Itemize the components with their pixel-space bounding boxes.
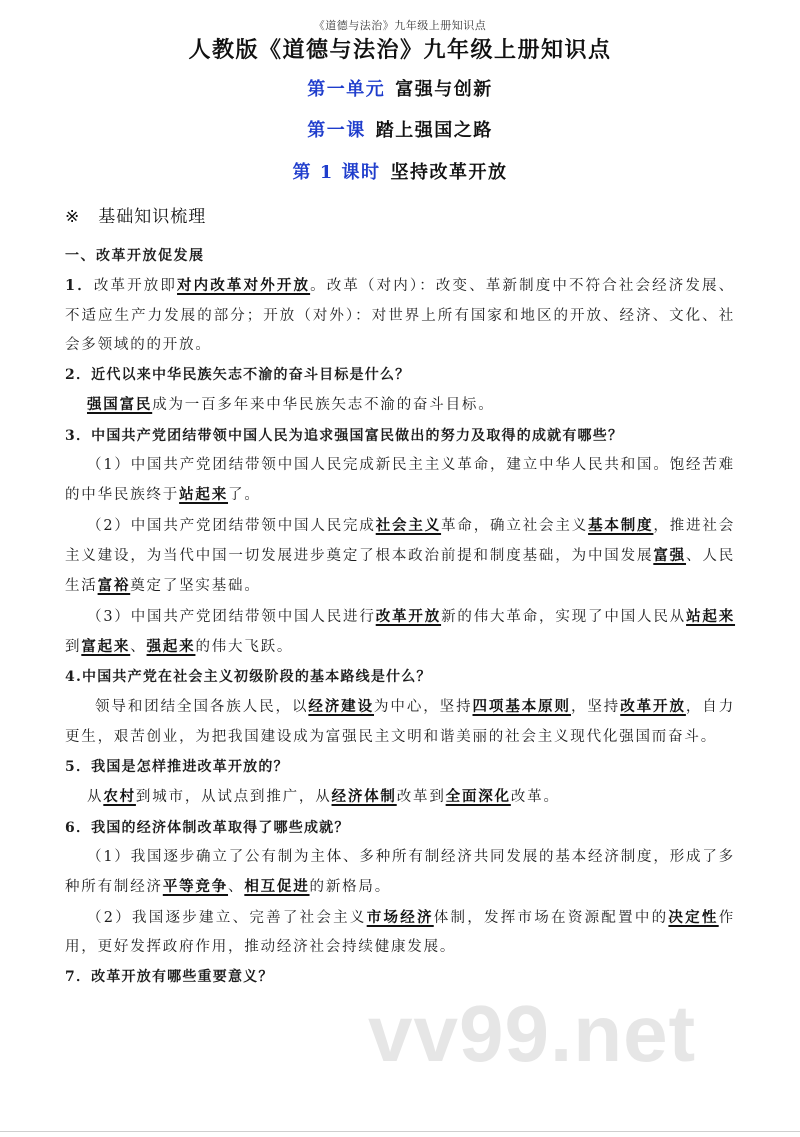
reference-mark-icon: ※: [65, 207, 81, 227]
unit-label: 第一单元: [307, 79, 386, 100]
key-term: 全面深化: [445, 788, 511, 806]
key-term: 站起来: [179, 486, 229, 504]
key-term: 改革开放: [375, 607, 442, 625]
key-term: 站起来: [686, 607, 736, 625]
text-run: 6．我国的经济体制改革取得了哪些成就？: [65, 819, 350, 836]
paragraph: [65, 271, 735, 360]
text-run: 的伟大飞跃。: [195, 638, 294, 655]
item-number: 1．: [65, 277, 94, 295]
section-heading: [65, 202, 206, 227]
text-run: 、: [130, 638, 147, 655]
key-term: 决定性: [668, 908, 719, 926]
text-run: （1）我国逐步确立了公有制为主体、多种所有制经济共同发展的基本经济制度，形成了多种所有制经济: [65, 848, 735, 896]
text-run: 3．中国共产党团结带领中国人民为追求强国富民做出的努力及取得的成就有哪些？: [65, 427, 624, 444]
key-term: 强起来: [146, 637, 196, 655]
lesson-name: 踏上强国之路: [375, 120, 493, 141]
text-run: 作用，更好发挥政府作用，推动经济社会持续健康发展。: [65, 909, 736, 955]
text-run: 新的伟大革命，实现了中国人民从: [441, 608, 687, 625]
key-term: 经济体制: [331, 788, 397, 806]
text-run: 体制，发挥市场在资源配置中的: [433, 909, 669, 926]
text-run: 7．改革开放有哪些重要意义？: [65, 969, 274, 986]
text-run: 领导和团结全国各族人民，以: [95, 699, 309, 716]
text-run: 成为一百多年来中华民族矢志不渝的奋斗目标。: [152, 397, 495, 414]
key-term: 农村: [103, 788, 136, 806]
question-heading: [65, 814, 735, 843]
text-run: ，坚持: [570, 699, 621, 716]
content-body: [65, 242, 735, 992]
question-heading: [65, 361, 735, 390]
paragraph: [65, 903, 735, 963]
page-edge-divider: [0, 1131, 800, 1132]
paragraph: [65, 390, 735, 420]
text-run: 到城市，从试点到推广，从: [135, 789, 332, 806]
text-run: 改革到: [396, 789, 446, 806]
unit-name: 富强与创新: [395, 79, 493, 100]
text-run: 了。: [228, 487, 261, 504]
paragraph: [65, 451, 735, 511]
paragraph: [65, 782, 735, 812]
text-run: 4.中国共产党在社会主义初级阶段的基本路线是什么？: [65, 669, 432, 686]
key-term: 社会主义: [375, 516, 442, 534]
lesson-label: 第一课: [307, 120, 366, 141]
text-run: 、人民生活: [65, 547, 736, 595]
key-term: 四项基本原则: [472, 698, 571, 716]
key-term: 基本制度: [588, 516, 654, 534]
question-heading: [65, 422, 735, 451]
key-term: 市场经济: [366, 908, 434, 926]
text-run: 到: [65, 638, 82, 655]
text-run: 。改革（对内）：改变、革新制度中不符合社会经济发展、不适应生产力发展的部分；开放（对外）：对世界上所有国家和地区的开放、经济、文化、社会多领域的的开放。: [65, 278, 735, 353]
text-run: 5．我国是怎样推进改革开放的？: [65, 759, 289, 776]
document-title: 人教版《道德与法治》九年级上册知识点: [188, 37, 612, 63]
section-title: 基础知识梳理: [98, 207, 207, 227]
text-run: （2）我国逐步建立、完善了社会主义: [87, 909, 367, 926]
section-subheading: [65, 242, 735, 271]
text-run: 奠定了坚实基础。: [130, 578, 261, 595]
running-header: 《道德与法治》九年级上册知识点: [313, 19, 487, 32]
paragraph: [65, 602, 735, 663]
question-heading: [65, 753, 735, 782]
text-run: 一、改革开放促发展: [65, 248, 205, 264]
text-run: 革命，确立社会主义: [441, 517, 589, 534]
key-term: 富起来: [81, 637, 131, 655]
key-term: 富裕: [97, 577, 131, 595]
text-run: 的新格局。: [309, 879, 392, 896]
key-term: 改革开放: [620, 698, 686, 716]
period-label: 第 1 课时: [292, 162, 381, 183]
text-run: 改革开放即: [93, 278, 178, 295]
text-run: ，推进社会主义建设，为当代中国一切发展进步奠定了根本政治前提和制度基础，为中国发展: [65, 517, 736, 564]
paragraph: [65, 692, 735, 752]
unit-heading: [0, 75, 800, 101]
text-run: 改革。: [510, 789, 560, 806]
key-term: 相互促进: [244, 878, 310, 896]
period-heading: [0, 158, 800, 184]
text-run: 为中心，坚持: [374, 699, 473, 716]
text-run: 从: [87, 789, 104, 806]
question-heading: [65, 663, 735, 692]
period-name: 坚持改革开放: [390, 162, 508, 183]
text-run: 、: [228, 879, 245, 896]
text-run: （2）中国共产党团结带领中国人民完成: [87, 517, 376, 534]
key-term: 平等竞争: [162, 878, 229, 896]
text-run: ，自力更生，艰苦创业，为把我国建设成为富强民主文明和谐美丽的社会主义现代化强国而奋斗。: [65, 699, 736, 745]
text-run: 2．近代以来中华民族矢志不渝的奋斗目标是什么？: [65, 367, 411, 384]
text-run: （1）中国共产党团结带领中国人民完成新民主主义革命，建立中华人民共和国。饱经苦难的中华民族终于: [65, 457, 735, 504]
watermark: vv99.net: [368, 989, 697, 1078]
key-term: 经济建设: [308, 698, 375, 716]
text-run: （3）中国共产党团结带领中国人民进行: [87, 608, 376, 625]
key-term: 富强: [653, 546, 687, 564]
paragraph: [65, 511, 735, 602]
paragraph: [65, 843, 735, 903]
key-term: 强国富民: [87, 396, 153, 414]
key-term: 对内改革对外开放: [177, 277, 311, 295]
lesson-heading: [0, 116, 800, 142]
